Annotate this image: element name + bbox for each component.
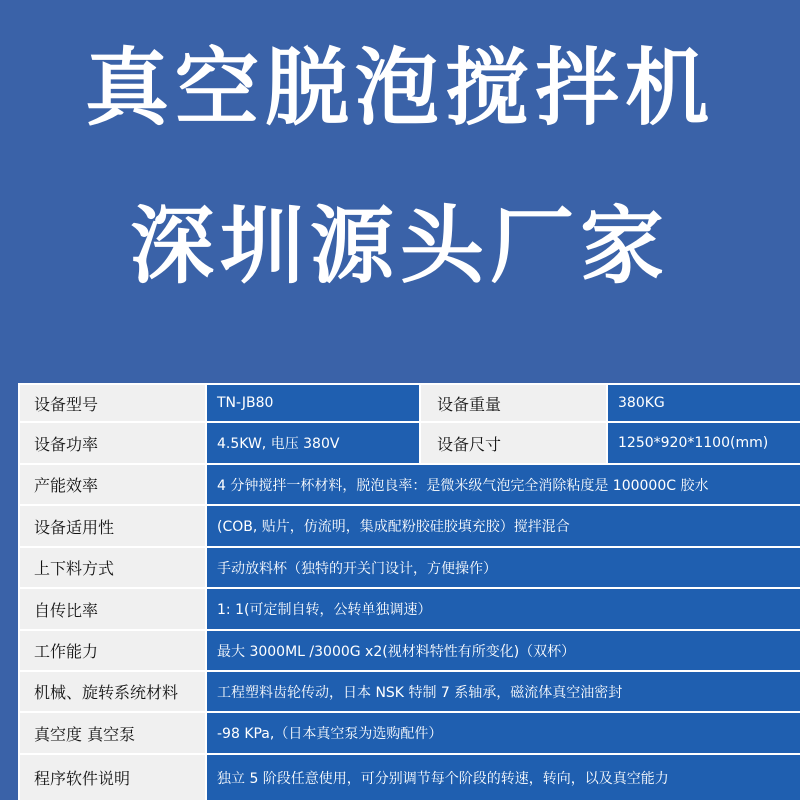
page-subtitle: 深圳源头厂家 [129, 197, 670, 295]
spec-value: 独立 5 阶段任意使用，可分别调节每个阶段的转速，转向，以及真空能力 [207, 755, 800, 800]
spec-row [18, 631, 800, 670]
spec-label: 设备重量 [421, 385, 606, 421]
spec-value: 手动放料杯（独特的开关门设计，方便操作） [207, 548, 800, 587]
spec-label: 上下料方式 [20, 548, 205, 587]
spec-label: 产能效率 [20, 465, 205, 504]
spec-label: 工作能力 [20, 631, 205, 670]
spec-value: 工程塑料齿轮传动，日本 NSK 特制 7 系轴承，磁流体真空油密封 [207, 672, 800, 711]
spec-label: 设备尺寸 [421, 423, 606, 463]
spec-label: 自传比率 [20, 589, 205, 629]
spec-row [18, 548, 800, 587]
spec-value: 最大 3000ML /3000G x2(视材料特性有所变化)（双杯） [207, 631, 800, 670]
spec-label: 真空度 真空泵 [20, 713, 205, 753]
spec-label: 程序软件说明 [20, 755, 205, 800]
spec-row [18, 672, 800, 711]
spec-value: (COB, 贴片，仿流明，集成配粉胶硅胶填充胶）搅拌混合 [207, 506, 800, 546]
spec-value: 1: 1(可定制自转，公转单独调速） [207, 589, 800, 629]
spec-label: 机械、旋转系统材料 [20, 672, 205, 711]
spec-table [18, 383, 800, 800]
spec-value: -98 KPa,（日本真空泵为选购配件） [207, 713, 800, 753]
spec-value: TN-JB80 [207, 385, 419, 421]
page-title: 真空脱泡搅拌机 [84, 39, 715, 137]
spec-row [18, 465, 800, 504]
spec-row [18, 713, 800, 753]
spec-value: 4.5KW, 电压 380V [207, 423, 419, 463]
spec-label: 设备型号 [20, 385, 205, 421]
spec-value: 380KG [608, 385, 800, 421]
spec-row [18, 506, 800, 546]
spec-label: 设备适用性 [20, 506, 205, 546]
spec-value: 4 分钟搅拌一杯材料，脱泡良率：是微米级气泡完全消除粘度是 100000C 胶水 [207, 465, 800, 504]
spec-value: 1250*920*1100(mm) [608, 423, 800, 463]
spec-row-power [18, 423, 800, 463]
spec-row-model [18, 385, 800, 421]
spec-row [18, 755, 800, 800]
spec-label: 设备功率 [20, 423, 205, 463]
spec-row [18, 589, 800, 629]
